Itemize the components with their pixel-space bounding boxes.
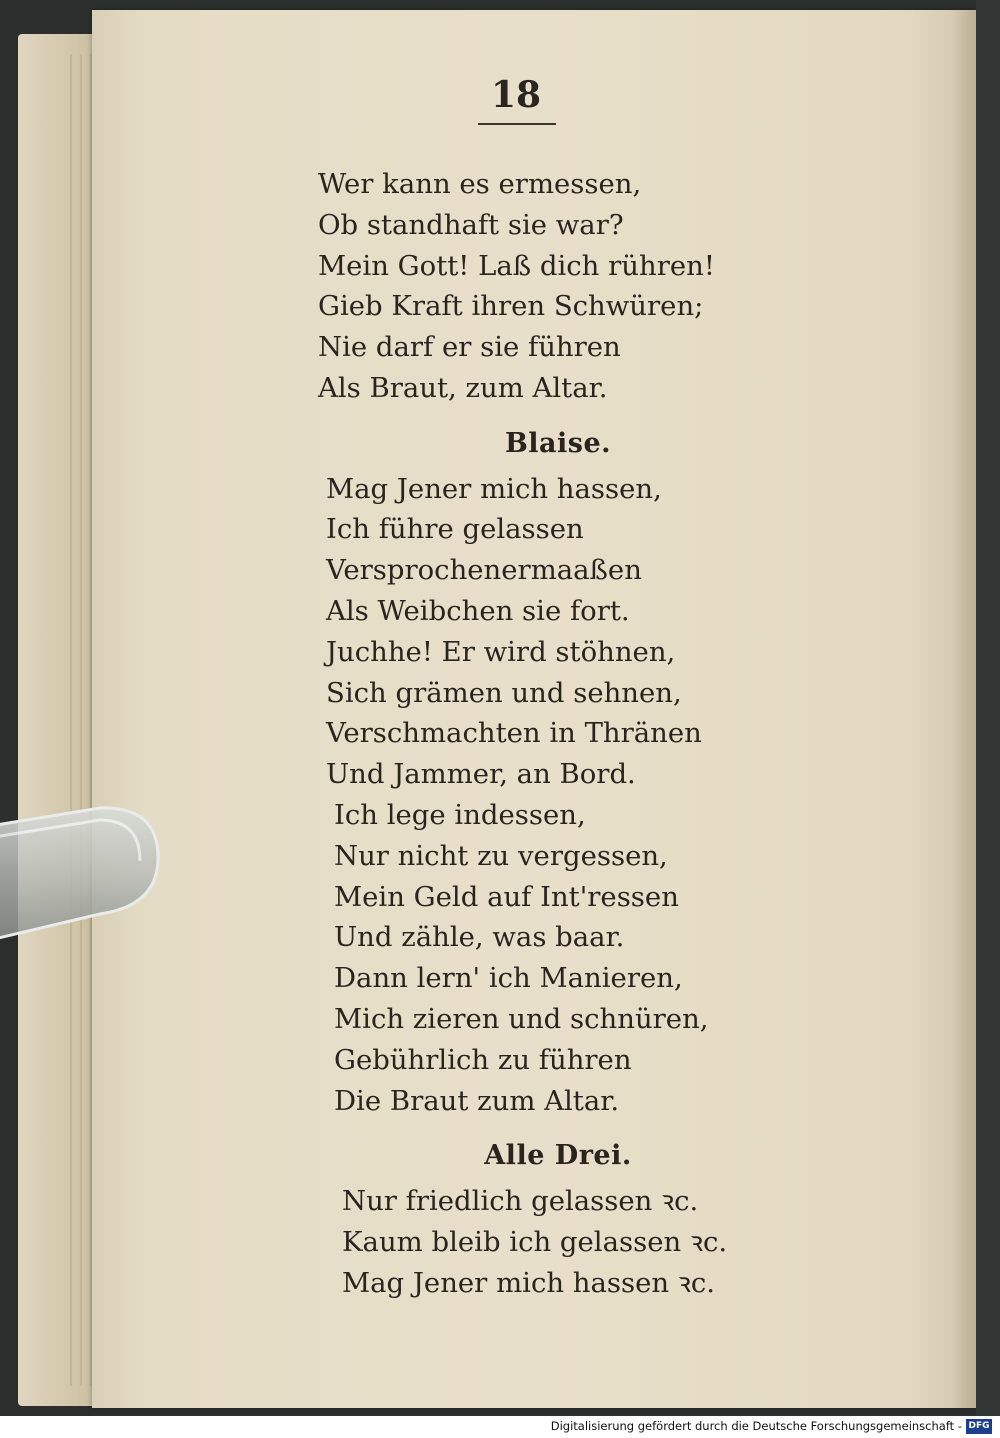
- background-right: [976, 0, 1000, 1438]
- verse-line: Gebührlich zu führen: [334, 1043, 632, 1076]
- verse-line: Mich zieren und schnüren,: [334, 1002, 709, 1035]
- footer-bar: [0, 1416, 1000, 1438]
- verse-line: Mein Gott! Laß dich rühren!: [318, 249, 715, 282]
- verse-line: Ob standhaft sie war?: [318, 208, 624, 241]
- page-clip-icon: [0, 806, 162, 940]
- verse-line: Und Jammer, an Bord.: [326, 758, 636, 791]
- page-edge: [80, 54, 82, 1386]
- speaker-heading: Blaise.: [504, 427, 612, 459]
- verse-line: Als Weibchen sie fort.: [326, 594, 630, 627]
- verse-line: Ich lege indessen,: [334, 798, 586, 831]
- verse-line: Nie darf er sie führen: [318, 331, 621, 364]
- verse-line: Und zähle, was baar.: [334, 921, 625, 954]
- verse-line: Nur friedlich gelassen ꝛc.: [342, 1185, 699, 1218]
- verse-block-opening: [318, 164, 798, 409]
- verse-line: Dann lern' ich Manieren,: [334, 962, 683, 995]
- verse-line: Mag Jener mich hassen ꝛc.: [342, 1266, 716, 1299]
- footer-credit: Digitalisierung gefördert durch die Deutsche Forschungsgemeinschaft -: [550, 1419, 962, 1433]
- verse-line: Mein Geld auf Int'ressen: [334, 880, 679, 913]
- dfg-logo: DFG: [966, 1419, 992, 1434]
- verse-line: Kaum bleib ich gelassen ꝛc.: [342, 1225, 728, 1258]
- verse-line: Als Braut, zum Altar.: [318, 371, 608, 404]
- verse-line: Die Braut zum Altar.: [334, 1084, 620, 1117]
- verse-line: Nur nicht zu vergessen,: [334, 839, 668, 872]
- verse-line: Ich führe gelassen: [326, 513, 584, 546]
- verse-line: Sich grämen und sehnen,: [326, 676, 682, 709]
- verse-line: Versprochenermaaßen: [326, 554, 642, 587]
- verse-line: Mag Jener mich hassen,: [326, 472, 662, 505]
- page-edge: [70, 54, 72, 1386]
- verse-line: Wer kann es ermessen,: [318, 168, 642, 200]
- verse-block-alle-drei: [318, 1136, 798, 1303]
- page-number-rule: [478, 123, 556, 125]
- speaker-heading: Alle Drei.: [484, 1140, 632, 1172]
- verse-line: Gieb Kraft ihren Schwüren;: [318, 290, 704, 323]
- verse-block-blaise: [318, 424, 798, 1122]
- page-number: 18: [490, 74, 542, 116]
- verse-line: Verschmachten in Thränen: [326, 717, 702, 750]
- poem-text: [318, 164, 798, 1304]
- verse-line: Juchhe! Er wird stöhnen,: [326, 635, 676, 668]
